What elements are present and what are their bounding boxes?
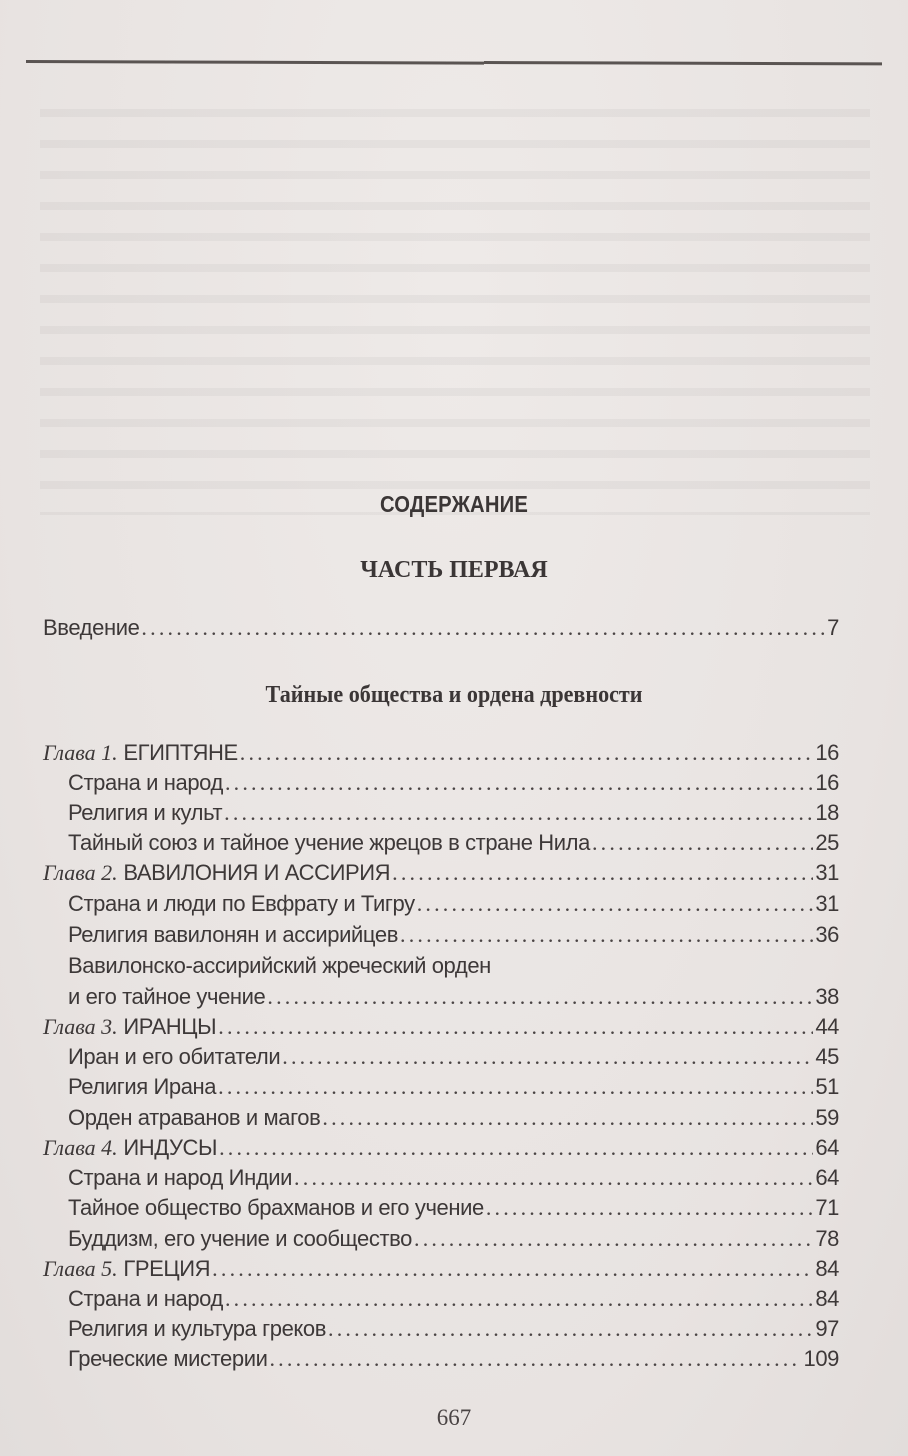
- leader-dots: [225, 770, 813, 796]
- toc-entry-label: Страна и народ: [68, 770, 223, 795]
- toc-entry[interactable]: [68, 770, 839, 800]
- toc-entry-page: 64: [815, 1165, 839, 1190]
- toc-entry-page: 31: [815, 891, 839, 916]
- toc-entry-label: Орден атраванов и магов: [68, 1105, 321, 1130]
- toc-entry-page: 45: [815, 1044, 839, 1069]
- leader-dots: [282, 1044, 813, 1070]
- toc-entry-page: 16: [815, 770, 839, 795]
- toc-entry[interactable]: [68, 1044, 839, 1074]
- leader-dots: [218, 1074, 813, 1100]
- toc-entry-intro[interactable]: [43, 615, 839, 645]
- chapter-title: ИНДУСЫ: [117, 1135, 218, 1160]
- toc-entry-label: Страна и народ Индии: [68, 1165, 293, 1190]
- toc-entry-page: 71: [815, 1195, 839, 1220]
- toc-entry-label: Буддизм, его учение и сообщество: [68, 1226, 412, 1251]
- leader-dots: [225, 1286, 813, 1312]
- toc-entry-page: 59: [815, 1105, 839, 1130]
- leader-dots: [322, 1105, 813, 1131]
- chapter-title: ЕГИПТЯНЕ: [117, 740, 238, 765]
- toc-entry-page: 25: [815, 830, 839, 855]
- toc-entry-label: Введение: [43, 615, 140, 640]
- toc-entry-page: 51: [815, 1074, 839, 1099]
- chapter-prefix: Глава 1.: [43, 740, 118, 765]
- toc-entry[interactable]: [68, 1165, 839, 1195]
- toc-entry[interactable]: [68, 922, 839, 952]
- leader-dots: [417, 891, 814, 917]
- leader-dots: [294, 1165, 813, 1191]
- toc-entry[interactable]: [68, 891, 839, 921]
- toc-entry[interactable]: [68, 830, 839, 860]
- leader-dots: [219, 1135, 813, 1161]
- leader-dots: [218, 1014, 813, 1040]
- toc-entry-page: 84: [815, 1286, 839, 1311]
- toc-entry-page: 18: [815, 800, 839, 825]
- part-title: ЧАСТЬ ПЕРВАЯ: [360, 557, 548, 583]
- toc-entry[interactable]: [68, 1195, 839, 1225]
- toc-entry-label: Тайное общество брахманов и его учение: [68, 1195, 484, 1220]
- toc-entry-page: 109: [803, 1346, 839, 1371]
- toc-entry-line1[interactable]: [68, 953, 839, 983]
- chapter-prefix: Глава 5.: [43, 1256, 118, 1281]
- leader-dots: [328, 1316, 813, 1342]
- chapter-title: ГРЕЦИЯ: [117, 1256, 211, 1281]
- toc-entry-label: Греческие мистерии: [68, 1346, 268, 1371]
- section-title: Тайные общества и ордена древности: [265, 682, 643, 708]
- leader-dots: [400, 922, 813, 948]
- toc-entry[interactable]: [68, 1074, 839, 1104]
- toc-entry-label: и его тайное учение: [68, 984, 266, 1009]
- toc-entry-label: Религия и культура греков: [68, 1316, 326, 1341]
- chapter-title: ИРАНЦЫ: [117, 1014, 217, 1039]
- header-rule: [26, 60, 484, 65]
- toc-entry-page: 97: [815, 1316, 839, 1341]
- leader-dots: [240, 740, 814, 766]
- page-title: СОДЕРЖАНИЕ: [379, 491, 529, 517]
- toc-entry-page: 7: [827, 615, 839, 640]
- leader-dots: [212, 1256, 813, 1282]
- toc-entry[interactable]: [68, 1346, 839, 1376]
- leader-dots: [141, 615, 825, 641]
- toc-chapter-2[interactable]: [43, 860, 839, 890]
- leader-dots: [414, 1226, 813, 1252]
- page-number: 667: [436, 1405, 472, 1430]
- toc-entry-page: 78: [815, 1226, 839, 1251]
- leader-dots: [269, 1346, 801, 1372]
- toc-chapter-3[interactable]: [43, 1014, 839, 1044]
- toc-entry[interactable]: [68, 1226, 839, 1256]
- leader-dots: [392, 860, 813, 886]
- toc-entry-label: Религия Ирана: [68, 1074, 217, 1099]
- header-rule-right: [484, 61, 882, 65]
- toc-chapter-4[interactable]: [43, 1135, 839, 1165]
- toc-entry[interactable]: [68, 1105, 839, 1135]
- bleed-through-text: [40, 95, 870, 515]
- toc-entry-page: 38: [815, 984, 839, 1009]
- toc-entry[interactable]: [68, 800, 839, 830]
- toc-chapter-1[interactable]: [43, 740, 839, 770]
- toc-entry-page: 31: [815, 860, 839, 885]
- toc-entry[interactable]: [68, 1316, 839, 1346]
- toc-entry-label: Тайный союз и тайное учение жрецов в стране Нила: [68, 830, 590, 855]
- toc-entry-page: 44: [815, 1014, 839, 1039]
- toc-chapter-5[interactable]: [43, 1256, 839, 1286]
- toc-entry-page: 64: [815, 1135, 839, 1160]
- toc-entry-page: 84: [815, 1256, 839, 1281]
- toc-entry-label: Страна и народ: [68, 1286, 223, 1311]
- toc-entry[interactable]: [68, 1286, 839, 1316]
- leader-dots: [592, 830, 813, 856]
- chapter-prefix: Глава 3.: [43, 1014, 118, 1039]
- toc-entry-page: 36: [815, 922, 839, 947]
- toc-entry-label: Иран и его обитатели: [68, 1044, 281, 1069]
- toc-entry-label: Вавилонско-ассирийский жреческий орден: [68, 953, 491, 978]
- chapter-title: ВАВИЛОНИЯ И АССИРИЯ: [117, 860, 391, 885]
- toc-entry-label: Религия вавилонян и ассирийцев: [68, 922, 398, 947]
- leader-dots: [486, 1195, 814, 1221]
- chapter-prefix: Глава 4.: [43, 1135, 118, 1160]
- chapter-prefix: Глава 2.: [43, 860, 118, 885]
- leader-dots: [267, 984, 813, 1010]
- toc-entry-label: Религия и культ: [68, 800, 223, 825]
- toc-entry[interactable]: [68, 984, 839, 1014]
- toc-entry-page: 16: [815, 740, 839, 765]
- toc-entry-label: Страна и люди по Евфрату и Тигру: [68, 891, 415, 916]
- leader-dots: [224, 800, 813, 826]
